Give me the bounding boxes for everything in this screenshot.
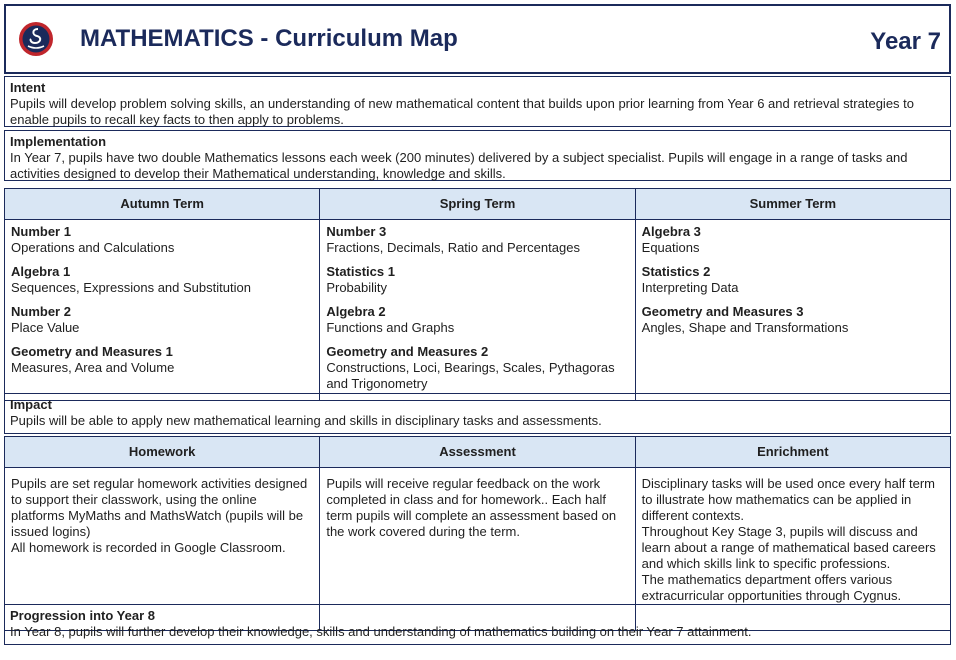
topic-title: Number 2 [11, 304, 71, 319]
spring-term-topics [320, 220, 635, 401]
progression-text: In Year 8, pupils will further develop their knowledge, skills and understanding of mathematics building on their Year 7 attainment. [10, 624, 752, 639]
impact-text: Pupils will be able to apply new mathematical learning and skills in disciplinary tasks and assessments. [10, 413, 602, 428]
topic-title: Number 3 [326, 224, 387, 239]
topic-desc: Measures, Area and Volume [11, 360, 175, 375]
topic-entry [326, 344, 629, 392]
homework-text: Pupils are set regular homework activities designed to support their classwork, using the online platforms MyMaths and MathsWatch (pupils will be issued logins) All homework is recorded in Google Classroom. [5, 468, 320, 631]
topic-title: Algebra 3 [641, 224, 701, 239]
topic-entry [326, 304, 629, 336]
homework-header: Homework [5, 437, 320, 468]
topic-title: Algebra 2 [326, 304, 386, 319]
topic-desc: Probability [326, 280, 388, 295]
topic-entry [11, 224, 314, 256]
topic-entry [11, 344, 314, 376]
terms-table [4, 188, 951, 401]
page-header [4, 4, 951, 74]
topic-entry [326, 264, 629, 296]
assessment-header: Assessment [320, 437, 635, 468]
intent-heading: Intent [10, 80, 46, 95]
topic-desc: Interpreting Data [641, 280, 739, 295]
progression-section [4, 604, 951, 645]
topic-desc: Angles, Shape and Transformations [641, 320, 849, 335]
enrichment-header: Enrichment [635, 437, 950, 468]
topic-desc: Functions and Graphs [326, 320, 455, 335]
intent-text: Pupils will develop problem solving skills, an understanding of new mathematical content that builds upon prior learning from Year 6 and retrieval strategies to enable pupils to recall key facts to then apply to problems. [10, 96, 915, 127]
topic-title: Geometry and Measures 1 [11, 344, 173, 359]
implementation-text: In Year 7, pupils have two double Mathematics lessons each week (200 minutes) delivered by a subject specialist. Pupils will engage in a range of tasks and activities designed to develop their Mathematical understanding, knowledge and skills. [10, 150, 908, 181]
intent-section [4, 76, 951, 127]
topic-entry [642, 224, 945, 256]
topic-desc: Fractions, Decimals, Ratio and Percentages [326, 240, 580, 255]
topic-desc: Equations [641, 240, 700, 255]
summer-term-header: Summer Term [635, 189, 950, 220]
school-crest-logo [18, 21, 54, 57]
implementation-heading: Implementation [10, 134, 107, 149]
topic-title: Geometry and Measures 2 [326, 344, 489, 359]
topic-entry [326, 224, 629, 256]
year-label: Year 7 [870, 28, 941, 55]
progression-heading: Progression into Year 8 [10, 608, 155, 623]
topic-title: Statistics 2 [641, 264, 711, 279]
topic-entry [11, 264, 314, 296]
impact-heading: Impact [10, 397, 52, 412]
topic-desc: Sequences, Expressions and Substitution [11, 280, 251, 295]
details-table [4, 436, 951, 631]
topic-desc: Operations and Calculations [11, 240, 175, 255]
topic-title: Statistics 1 [326, 264, 395, 279]
topic-title: Geometry and Measures 3 [641, 304, 804, 319]
topic-entry [11, 304, 314, 336]
topic-desc: Place Value [11, 320, 80, 335]
topic-title: Number 1 [11, 224, 71, 239]
implementation-section [4, 130, 951, 181]
topic-entry [642, 304, 945, 336]
impact-section [4, 393, 951, 434]
page-title: MATHEMATICS - Curriculum Map [80, 25, 458, 52]
enrichment-text: Disciplinary tasks will be used once every half term to illustrate how mathematics can be applied in different contexts. Throughout Key Stage 3, pupils will discuss and learn about a range of mathematical based careers and which skills link to specific professions. The mathematics department offers various extracurricular opportunities through Cygnus. [635, 468, 950, 631]
assessment-text: Pupils will receive regular feedback on the work completed in class and for homework.. Each half term pupils will complete an assessment based on the work covered during the term. [320, 468, 635, 631]
summer-term-topics [635, 220, 950, 401]
topic-title: Algebra 1 [11, 264, 71, 279]
autumn-term-header: Autumn Term [5, 189, 320, 220]
spring-term-header: Spring Term [320, 189, 635, 220]
autumn-term-topics [5, 220, 320, 401]
topic-entry [642, 264, 945, 296]
topic-desc: Constructions, Loci, Bearings, Scales, Pythagoras and Trigonometry [326, 360, 615, 391]
